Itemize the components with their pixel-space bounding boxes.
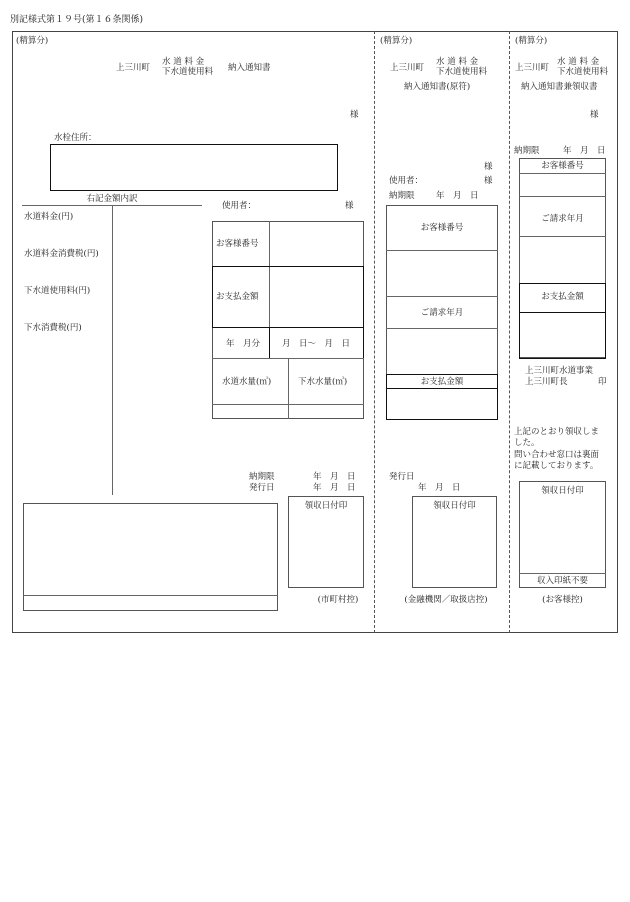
copy2-rule-2 [386,296,498,297]
copy1-volume-rule [212,404,364,405]
copy1-table-vline-top [269,221,270,267]
copy2-title-line2: 下水道使用料 [436,67,488,77]
copy1-volume-divider [288,358,289,419]
copy1-title-line1: 水 道 料 金 [162,57,205,67]
copy2-user-sama: 様 [484,176,493,186]
copy3-due-label: 納期限 [514,146,540,156]
copy1-water-volume: 水道水量(㎥) [222,377,272,387]
copy3-copy-type: (お客様控) [542,595,583,605]
copy3-rule-1 [519,173,606,174]
copy3-title-line1: 水 道 料 金 [557,57,600,67]
copy3-customer-no: お客様番号 [541,161,584,171]
copy1-sama: 様 [350,110,359,120]
copy3-town: 上三川町 [515,63,550,73]
copy3-title-line2: 下水道使用料 [557,67,609,77]
meter-address-box [50,144,338,191]
copy3-stamp-box [519,481,606,588]
copy2-issue-date: 年 月 日 [418,483,461,493]
perforation-line-2 [509,31,510,633]
copy3-sama: 様 [590,110,599,120]
copy3-stamp-rule [519,573,606,574]
copy3-receipt-note-4: に記載しております。 [514,461,599,471]
copy3-seal: 印 [598,377,607,387]
copy2-issue-label: 発行日 [389,472,415,482]
copy2-copy-type: (金融機関／取扱店控) [404,595,488,605]
copy3-rule-2 [519,196,606,197]
copy3-payment-rule [519,312,606,313]
copy3-due-date: 年 月 日 [563,146,606,156]
breakdown-item-sewer: 下水道使用料(円) [24,286,91,296]
copy3-receipt-note-1: 上記のとおり領収しま [514,427,600,437]
copy1-due-label: 納期限 [249,472,275,482]
copy2-header: (精算分) [380,36,413,46]
copy2-title-line1: 水 道 料 金 [436,57,479,67]
copy1-header: (精算分) [16,36,49,46]
copy2-customer-no: お客様番号 [420,223,464,233]
copy3-issuer-line1: 上三川町水道事業 [525,366,594,376]
copy3-receipt-note-3: 問い合わせ窓口は裏面 [514,450,600,460]
copy2-receipt-stamp: 領収日付印 [433,501,476,511]
copy2-rule-1 [386,250,498,251]
copy3-issuer-line2: 上三川町長 [525,377,568,387]
copy1-issue-label: 発行日 [249,483,275,493]
meter-address-label: 水栓住所： [54,133,97,143]
copy3-stamp-exempt: 収入印紙不要 [536,576,588,586]
copy2-billing-month: ご請求年月 [420,308,464,318]
copy1-address-rule [23,595,278,596]
copy3-receipt-note-2: した。 [514,438,540,448]
copy3-rule-3 [519,236,606,237]
breakdown-divider [112,205,113,495]
breakdown-title: 右記金額内訳 [86,194,138,204]
copy2-sama: 様 [484,162,493,172]
copy1-receipt-stamp: 領収日付印 [304,501,348,511]
breakdown-item-water: 水道料金(円) [24,212,74,222]
copy1-user-sama: 様 [345,201,354,211]
copy1-period-range: 月 日〜 月 日 [282,339,351,349]
breakdown-item-water-tax: 水道料金消費税(円) [24,249,99,259]
copy2-due-date: 年 月 日 [436,191,479,201]
copy3-payment-amount: お支払金額 [541,292,584,302]
copy1-customer-no: お客様番号 [216,239,259,249]
breakdown-item-sewer-tax: 下水消費税(円) [24,323,82,333]
copy1-title-line2: 下水道使用料 [162,67,214,77]
copy2-town: 上三川町 [390,63,425,73]
copy1-copy-type: (市町村控) [317,595,359,605]
copy1-payment-divider [269,267,270,327]
copy2-user-label: 使用者： [389,176,424,186]
copy1-issue-date: 年 月 日 [313,483,356,493]
copy2-notice: 納入通知書(原符) [404,82,471,92]
copy2-payment-amount: お支払金額 [420,377,464,387]
copy3-notice: 納入通知書兼領収書 [521,82,598,92]
copy1-period-label: 年 月分 [226,339,261,349]
copy2-payment-rule [386,388,498,389]
copy3-header: (精算分) [515,36,548,46]
perforation-line-1 [374,31,375,633]
copy3-receipt-stamp: 領収日付印 [541,486,584,496]
copy3-billing-month: ご請求年月 [541,214,584,224]
copy1-town: 上三川町 [116,63,151,73]
copy1-payment-amount: お支払金額 [216,292,259,302]
copy2-rule-3 [386,328,498,329]
copy1-notice: 納入通知書 [228,63,271,73]
copy2-due-label: 納期限 [389,191,415,201]
copy1-user-label: 使用者： [222,201,257,211]
copy1-due-date: 年 月 日 [313,472,356,482]
form-title: 別記様式第１９号(第１６条関係) [10,15,144,25]
copy1-sewer-volume: 下水水量(㎥) [298,377,348,387]
